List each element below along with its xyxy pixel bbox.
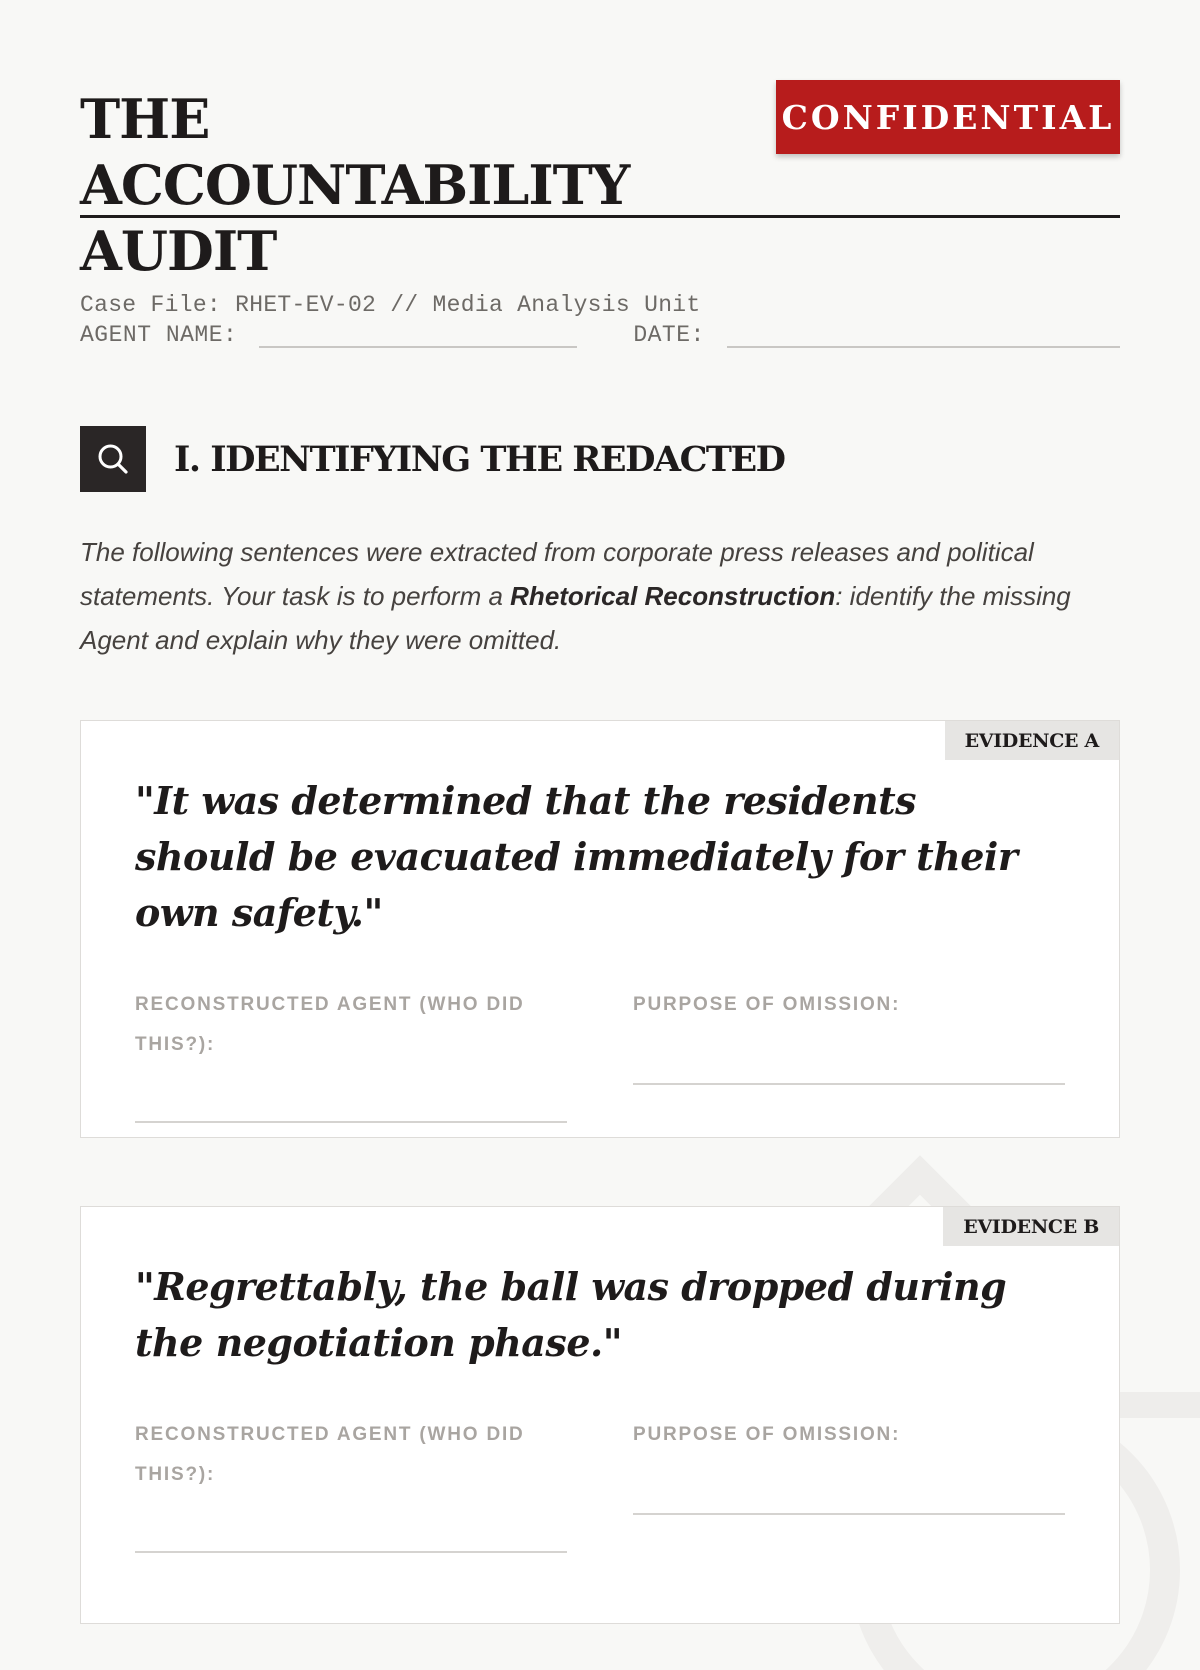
purpose-of-omission-label: PURPOSE OF OMISSION: [633,994,901,1015]
confidential-stamp: CONFIDENTIAL [776,80,1120,154]
agent-name-field[interactable] [259,316,577,348]
page-title: THE ACCOUNTABILITY AUDIT [80,87,630,283]
purpose-of-omission-field[interactable] [633,1025,1065,1085]
instructions-emphasis: Rhetorical Reconstruction [510,581,836,611]
reconstructed-agent-group [135,1415,567,1553]
agent-name-label: AGENT NAME: [80,322,238,348]
answer-fields [135,1415,1065,1553]
evidence-card-a [80,720,1120,1138]
evidence-tag: EVIDENCE B [943,1207,1119,1246]
reconstructed-agent-field[interactable] [135,1065,567,1123]
reconstructed-agent-label: RECONSTRUCTED AGENT (WHO DID THIS?): [135,1424,525,1485]
answer-fields [135,985,1065,1123]
evidence-card-b [80,1206,1120,1624]
instructions-text-start: The following sentences were extracted from corporate press releases and political statements. Your task is to perform a [80,537,1034,611]
case-file-id: Case File: RHET-EV-02 // Media Analysis Unit [80,292,701,318]
date-field[interactable] [727,316,1120,348]
purpose-of-omission-field[interactable] [633,1455,1065,1515]
evidence-quote: "It was determined that the residents should be evacuated immediately for their own safety." [135,778,1018,935]
evidence-tag: EVIDENCE A [945,721,1119,760]
worksheet-header [80,0,1120,318]
evidence-quote: "Regrettably, the ball was dropped during the negotiation phase." [135,1264,1007,1365]
reconstructed-agent-label: RECONSTRUCTED AGENT (WHO DID THIS?): [135,994,525,1055]
reconstructed-agent-group [135,985,567,1123]
purpose-of-omission-group [633,985,1065,1123]
section-header [80,426,1120,492]
section-title: I. IDENTIFYING THE REDACTED [174,438,785,480]
date-label: DATE: [633,322,705,348]
instructions-text-end: : identify the missing Agent and explain why they were omitted. [80,581,1071,655]
reconstructed-agent-field[interactable] [135,1495,567,1553]
search-icon [80,426,146,492]
section-instructions [80,530,1120,662]
purpose-of-omission-label: PURPOSE OF OMISSION: [633,1424,901,1445]
purpose-of-omission-group [633,1415,1065,1553]
